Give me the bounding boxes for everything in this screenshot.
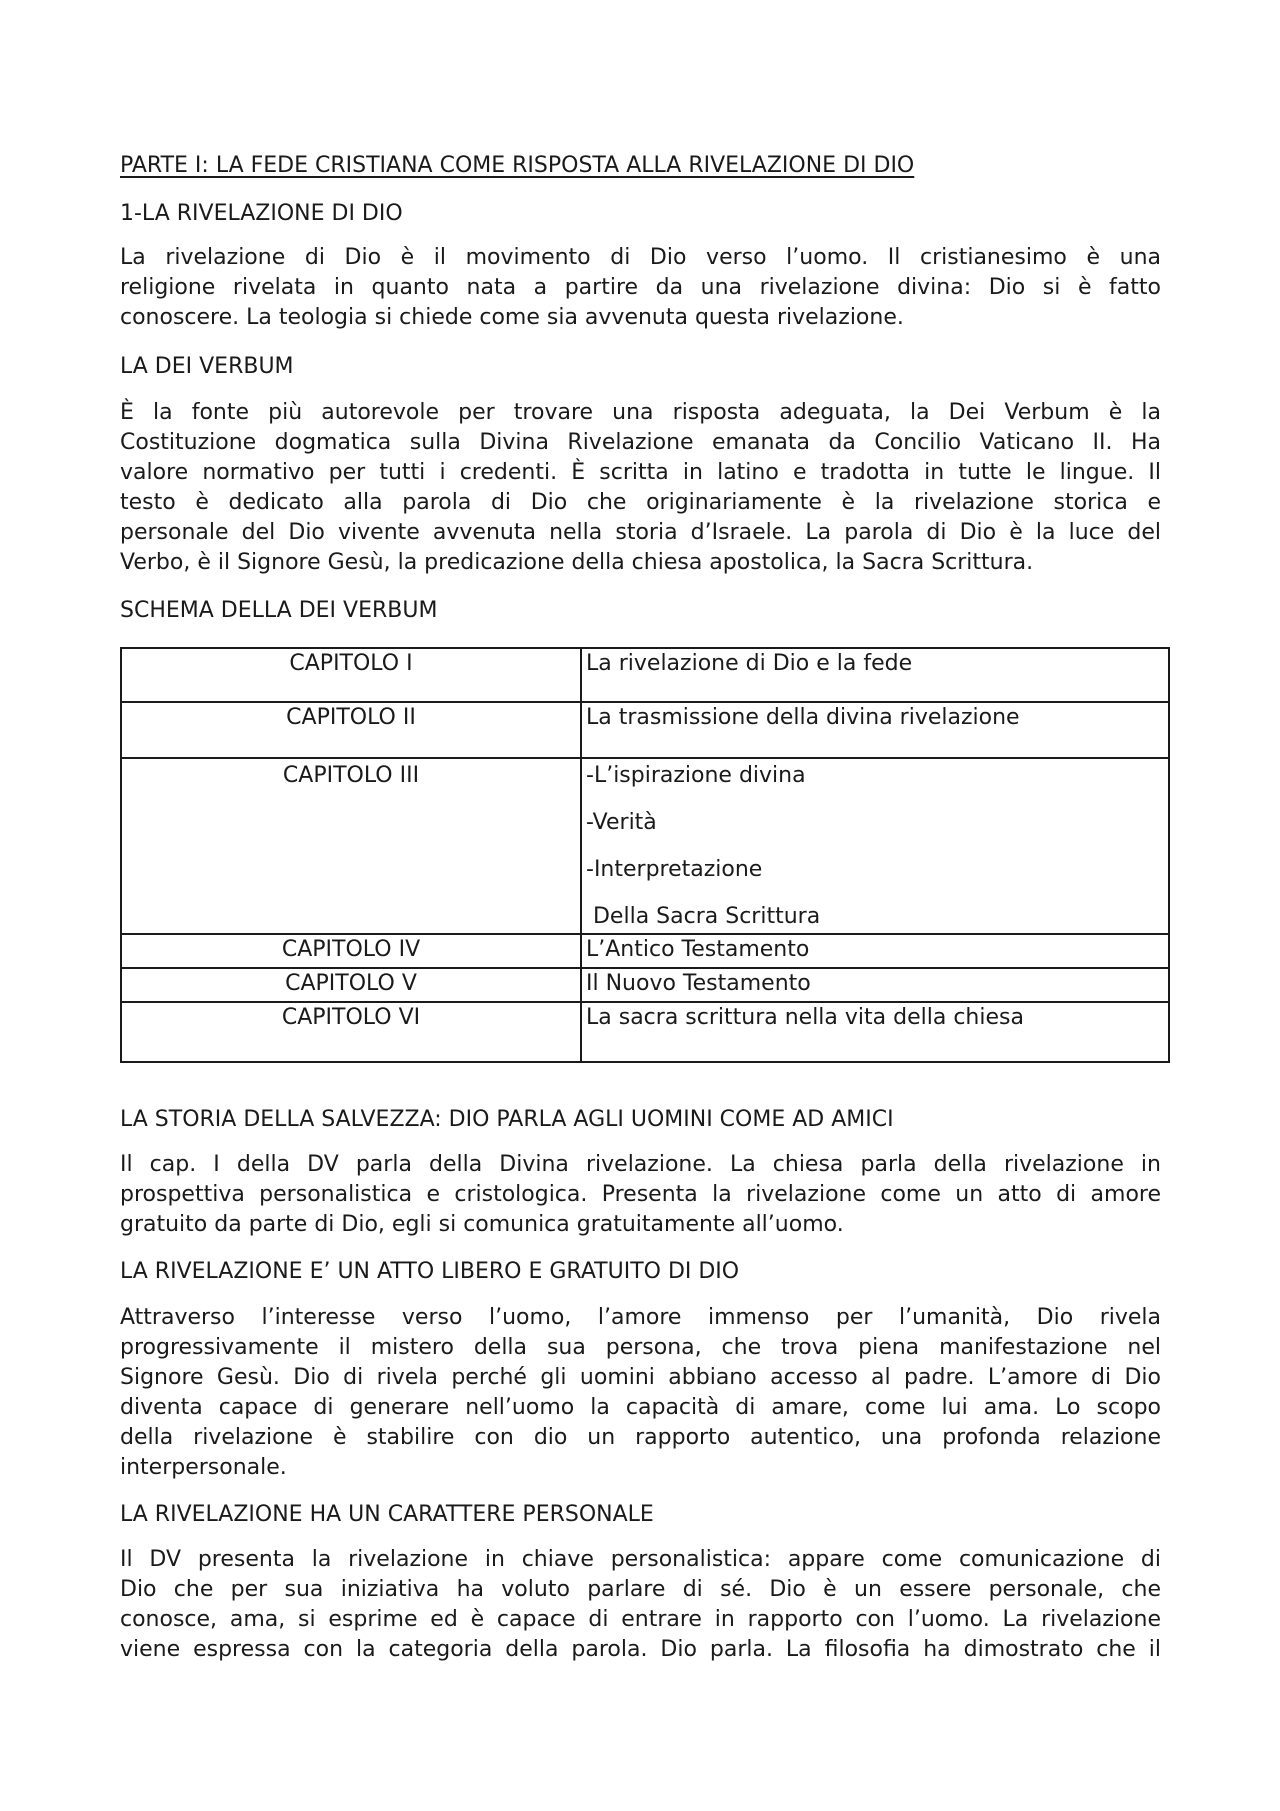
table-cell-chapter: CAPITOLO V [121,968,581,1002]
paragraph-line: gratuito da parte di Dio, egli si comunica gratuitamente all’uomo. [120,1212,844,1237]
section-heading-carattere-personale: LA RIVELAZIONE HA UN CARATTERE PERSONALE [120,1502,654,1527]
paragraph-line: della rivelazione è stabilire con dio un rapporto autentico, una profonda relazione [120,1425,1161,1450]
schema-table [120,647,1170,1063]
section-heading-storia-salvezza: LA STORIA DELLA SALVEZZA: DIO PARLA AGLI UOMINI COME AD AMICI [120,1107,894,1132]
paragraph-line: testo è dedicato alla parola di Dio che originariamente è la rivelazione storica e [120,490,1161,515]
paragraph-line: Il DV presenta la rivelazione in chiave personalistica: appare come comunicazione di [120,1547,1161,1572]
paragraph-line: conosce, ama, si esprime ed è capace di entrare in rapporto con l’uomo. La rivelazione [120,1607,1161,1632]
paragraph-line: viene espressa con la categoria della parola. Dio parla. La filosofia ha dimostrato che il [120,1637,1161,1662]
paragraph-line: Verbo, è il Signore Gesù, la predicazione della chiesa apostolica, la Sacra Scrittura. [120,550,1034,575]
paragraph-line: Dio che per sua iniziativa ha voluto parlare di sé. Dio è un essere personale, che [120,1577,1161,1602]
content-line: Della Sacra Scrittura [586,904,821,929]
table-cell-chapter: CAPITOLO IV [121,934,581,968]
paragraph-line: Costituzione dogmatica sulla Divina Rivelazione emanata da Concilio Vaticano II. Ha [120,430,1161,455]
table-cell-chapter: CAPITOLO VI [121,1002,581,1062]
table-row [121,968,1169,1002]
paragraph-line: Il cap. I della DV parla della Divina rivelazione. La chiesa parla della rivelazione in [120,1152,1161,1177]
paragraph-line: prospettiva personalistica e cristologica. Presenta la rivelazione come un atto di amore [120,1182,1161,1207]
content-line: Il Nuovo Testamento [586,971,811,996]
table-row [121,1002,1169,1062]
table-cell-content [581,758,1169,934]
table-row [121,702,1169,758]
paragraph-line: interpersonale. [120,1455,287,1480]
content-line: -Verità [586,810,657,835]
table-cell-content [581,648,1169,702]
section-heading-dei-verbum: LA DEI VERBUM [120,354,294,379]
table-cell-content [581,1002,1169,1062]
content-line: La trasmissione della divina rivelazione [586,705,1020,730]
section-heading-atto-libero: LA RIVELAZIONE E’ UN ATTO LIBERO E GRATUITO DI DIO [120,1259,740,1284]
paragraph-line: conoscere. La teologia si chiede come sia avvenuta questa rivelazione. [120,305,904,330]
paragraph-line: valore normativo per tutti i credenti. È scritta in latino e tradotta in tutte le lingue. Il [120,460,1161,485]
content-line: La rivelazione di Dio e la fede [586,651,913,676]
paragraph-line: religione rivelata in quanto nata a partire da una rivelazione divina: Dio si è fatto [120,275,1161,300]
table-row [121,934,1169,968]
paragraph-line: personale del Dio vivente avvenuta nella storia d’Israele. La parola di Dio è la luce del [120,520,1161,545]
table-cell-content [581,934,1169,968]
content-line: L’Antico Testamento [586,937,810,962]
paragraph-line: Signore Gesù. Dio di rivela perché gli uomini abbiano accesso al padre. L’amore di Dio [120,1365,1161,1390]
section-heading-rivelazione: 1-LA RIVELAZIONE DI DIO [120,201,403,226]
table-cell-chapter: CAPITOLO III [121,758,581,934]
table-cell-chapter: CAPITOLO I [121,648,581,702]
paragraph-line: progressivamente il mistero della sua persona, che trova piena manifestazione nel [120,1335,1161,1360]
paragraph-line: La rivelazione di Dio è il movimento di Dio verso l’uomo. Il cristianesimo è una [120,245,1161,270]
page-title: PARTE I: LA FEDE CRISTIANA COME RISPOSTA ALLA RIVELAZIONE DI DIO [120,153,915,178]
paragraph-line: È la fonte più autorevole per trovare una risposta adeguata, la Dei Verbum è la [120,400,1161,425]
paragraph-line: diventa capace di generare nell’uomo la capacità di amare, come lui ama. Lo scopo [120,1395,1161,1420]
section-heading-schema: SCHEMA DELLA DEI VERBUM [120,598,438,623]
content-line: La sacra scrittura nella vita della chiesa [586,1005,1024,1030]
paragraph-line: Attraverso l’interesse verso l’uomo, l’amore immenso per l’umanità, Dio rivela [120,1305,1161,1330]
table-row [121,648,1169,702]
table-cell-content [581,968,1169,1002]
table-row [121,758,1169,934]
content-line: -L’ispirazione divina [586,763,806,788]
table-cell-chapter: CAPITOLO II [121,702,581,758]
content-line: -Interpretazione [586,857,763,882]
table-cell-content [581,702,1169,758]
